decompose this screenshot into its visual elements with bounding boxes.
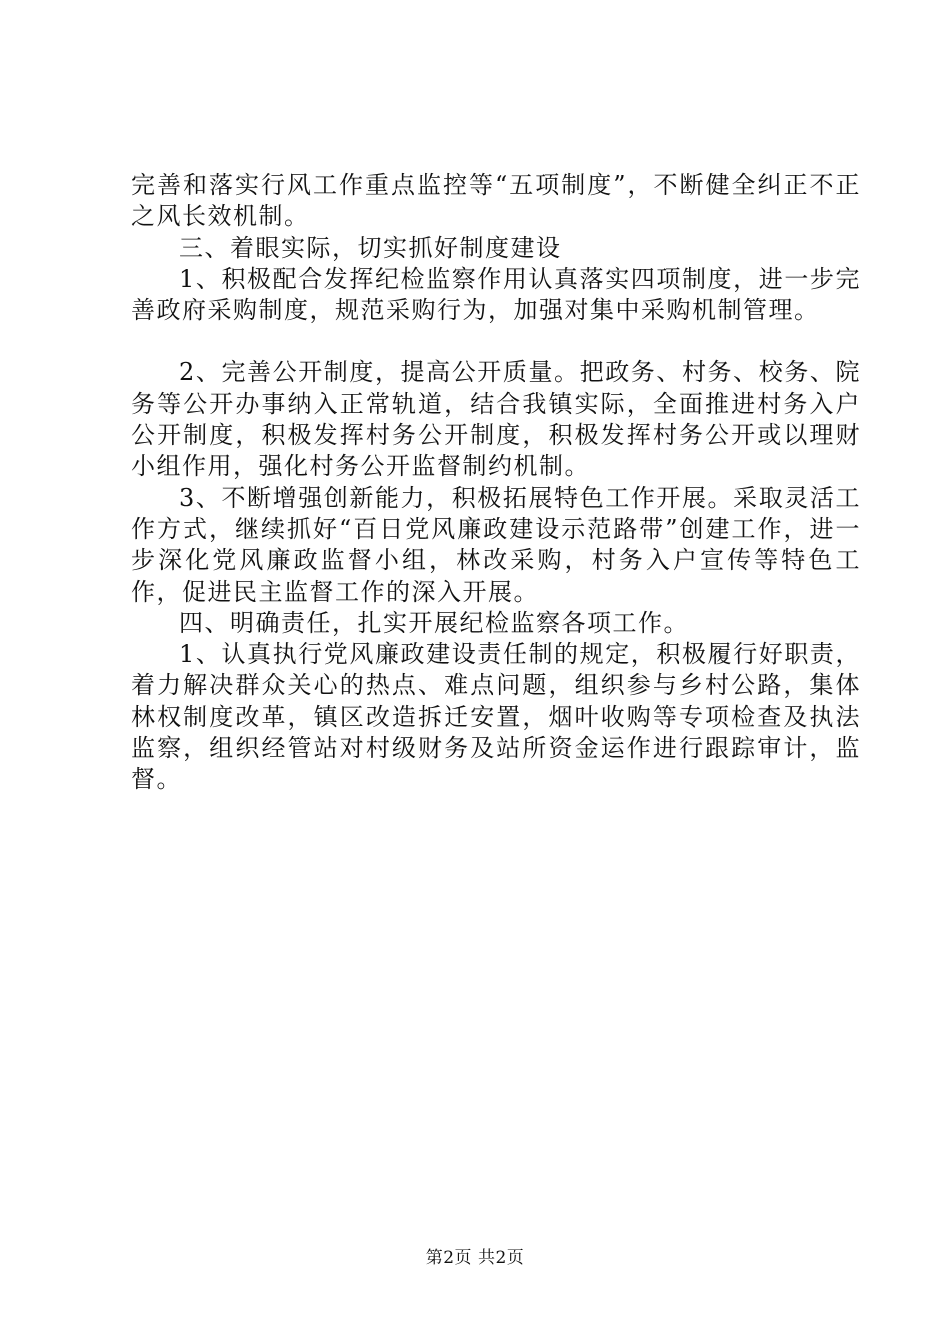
paragraph-item-3-3: 3、不断增强创新能力，积极拓展特色工作开展。采取灵活工作方式，继续抓好“百日党风廉政建设示范路带”创建工作，进一步深化党风廉政监督小组，林改采购，村务入户宣传等特色工作，促进民主监督工作的深入开展。 (131, 483, 861, 606)
page-number-footer: 第2页 共2页 (425, 1248, 525, 1268)
section-heading-4: 四、明确责任，扎实开展纪检监察各项工作。 (179, 608, 689, 637)
paragraph-item-3-2: 2、完善公开制度，提高公开质量。把政务、村务、校务、院务等公开办事纳入正常轨道，结合我镇实际，全面推进村务入户公开制度，积极发挥村务公开制度，积极发挥村务公开或以理财小组作用，强化村务公开监督制约机制。 (131, 358, 861, 481)
section-heading-3: 三、着眼实际，切实抓好制度建设 (179, 233, 562, 262)
document-body (131, 170, 861, 796)
paragraph-item-4-1: 1、认真执行党风廉政建设责任制的规定，积极履行好职责，着力解决群众关心的热点、难点问题，组织参与乡村公路，集体林权制度改革，镇区改造拆迁安置，烟叶收购等专项检查及执法监察，组织经管站对村级财务及站所资金运作进行跟踪审计，监督。 (131, 640, 861, 794)
paragraph-item-3-1: 1、积极配合发挥纪检监察作用认真落实四项制度，进一步完善政府采购制度，规范采购行为，加强对集中采购机制管理。 (131, 264, 861, 325)
paragraph-continuation: 完善和落实行风工作重点监控等“五项制度”，不断健全纠正不正之风长效机制。 (131, 171, 861, 231)
